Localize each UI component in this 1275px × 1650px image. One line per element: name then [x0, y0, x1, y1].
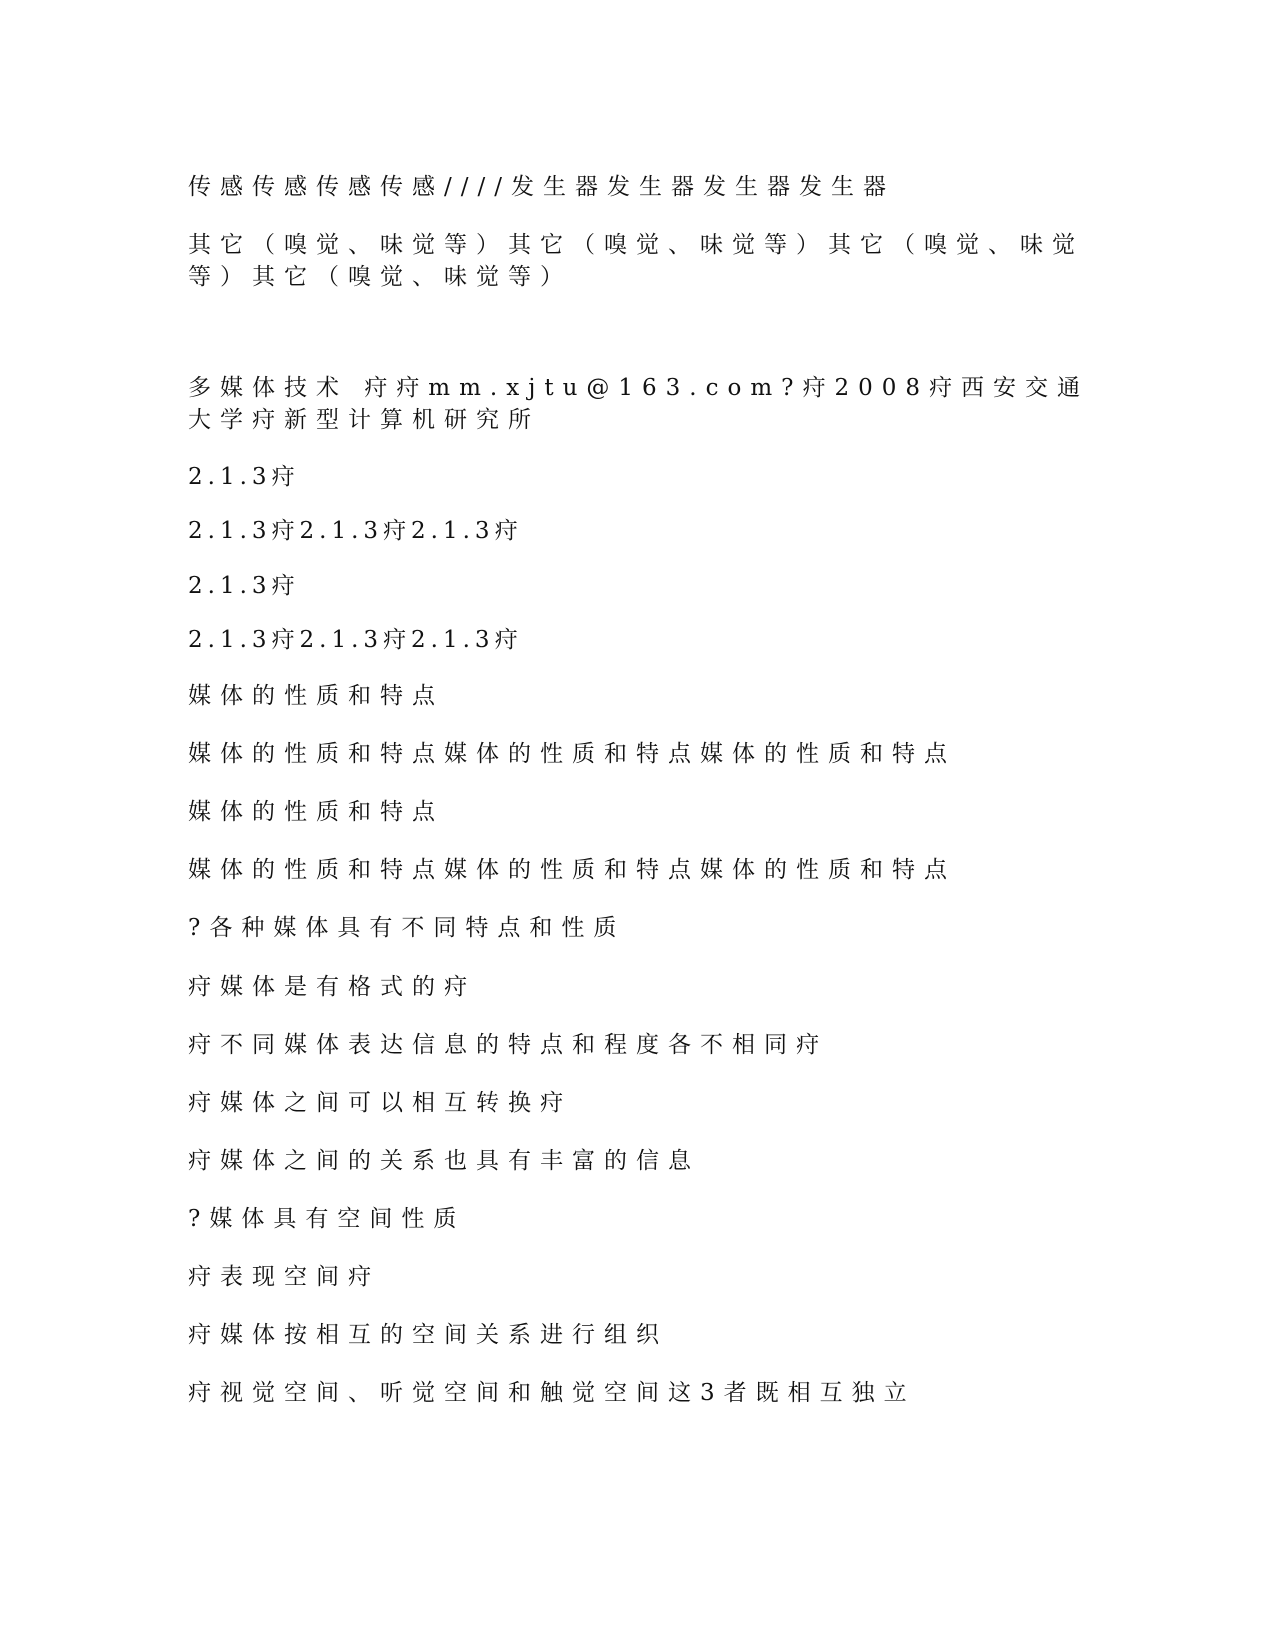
text-line-section-title: 媒体的性质和特点: [188, 799, 444, 825]
text-line-section-number-repeat: 2.1.3疛2.1.3疛2.1.3疛: [188, 518, 523, 544]
text-line-sensor-generator: 传感传感传感传感////发生器发生器发生器发生器: [188, 174, 895, 200]
text-line-header-footer: 多媒体技术 疛疛mm.xjtu@163.com?疛2008疛西安交通大学疛新型计算机研究所: [188, 375, 1090, 433]
text-line-sub-bullet: 疛表现空间疛: [188, 1264, 380, 1290]
text-line-bullet: ?媒体具有空间性质: [188, 1206, 466, 1232]
text-line-section-number: 2.1.3疛: [188, 573, 300, 599]
text-line-bullet: ?各种媒体具有不同特点和性质: [188, 915, 626, 941]
text-line-sub-bullet: 疛不同媒体表达信息的特点和程度各不相同疛: [188, 1032, 828, 1058]
text-line-sub-bullet: 疛媒体之间可以相互转换疛: [188, 1090, 572, 1116]
text-line-sub-bullet: 疛媒体之间的关系也具有丰富的信息: [188, 1148, 700, 1174]
text-line-sub-bullet: 疛媒体按相互的空间关系进行组织: [188, 1322, 668, 1348]
text-line-other-senses: 其它（嗅觉、味觉等）其它（嗅觉、味觉等）其它（嗅觉、味觉等）其它（嗅觉、味觉等）: [188, 232, 1084, 290]
text-line-section-title-repeat: 媒体的性质和特点媒体的性质和特点媒体的性质和特点: [188, 741, 956, 767]
text-line-section-number-repeat: 2.1.3疛2.1.3疛2.1.3疛: [188, 627, 523, 653]
text-line-section-title-repeat: 媒体的性质和特点媒体的性质和特点媒体的性质和特点: [188, 857, 956, 883]
text-line-sub-bullet: 疛媒体是有格式的疛: [188, 974, 476, 1000]
text-line-section-number: 2.1.3疛: [188, 464, 300, 490]
text-line-section-title: 媒体的性质和特点: [188, 683, 444, 709]
text-line-sub-bullet: 疛视觉空间、听觉空间和触觉空间这3者既相互独立: [188, 1380, 916, 1406]
